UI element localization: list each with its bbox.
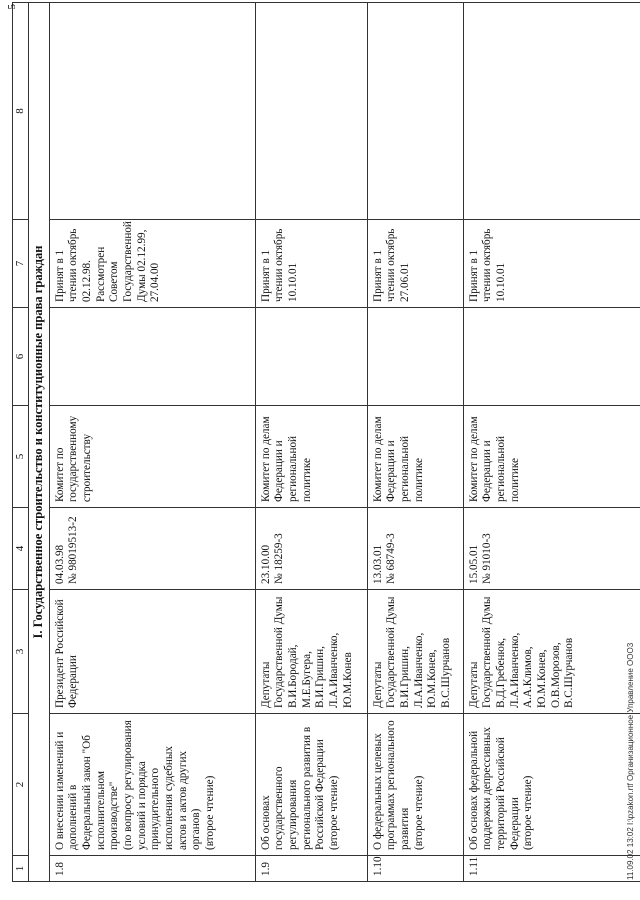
table-row (367, 3, 463, 882)
row-number: 1.10 (367, 856, 463, 882)
column-number-header-row (13, 3, 29, 882)
row-number: 1.8 (49, 856, 255, 882)
column-6-cell (367, 308, 463, 406)
row-number: 1.11 (463, 856, 640, 882)
column-number: 8 (13, 3, 29, 220)
bill-status: Принят в 1 чтении октябрь 10.10.01 (255, 220, 367, 308)
bill-initiator: Депутаты Государственной Думы В.Д.Гребенюк, Л.А.Иванченко, А.А.Климов, Ю.М.Конев, О.В.Морозов, В.С.Шурчанов (463, 590, 640, 714)
column-number: 2 (13, 714, 29, 856)
responsible-committee: Комитет по делам Федерации и региональной политике (367, 406, 463, 508)
responsible-committee: Комитет по государственному строительству (49, 406, 255, 508)
column-number: 4 (13, 508, 29, 590)
column-number: 1 (13, 856, 29, 882)
bill-title: О федеральных целевых программах регионального развития (второе чтение) (367, 714, 463, 856)
column-number: 3 (13, 590, 29, 714)
bill-initiator: Президент Российской Федерации (49, 590, 255, 714)
column-number: 6 (13, 308, 29, 406)
bill-initiator: Депутаты Государственной Думы В.И.Бородай, М.Е.Бугера, В.И.Гришин, Л.А.Иванченко, Ю.М.Конев (255, 590, 367, 714)
column-6-cell (255, 308, 367, 406)
footer-text: 11.09.02 13:02 I:\pzakon.rtf Организационное Управление ООО3 (626, 642, 635, 880)
column-6-cell (49, 308, 255, 406)
section-title: I. Государственное строительство и конституционные права граждан (29, 3, 49, 882)
page-number: 5 (6, 4, 18, 10)
bill-registration: 04.03.98 № 98019513-2 (49, 508, 255, 590)
column-number: 5 (13, 406, 29, 508)
bills-table (12, 2, 640, 882)
bill-initiator: Депутаты Государственной Думы В.И.Гришин, Л.А.Иванченко, Ю.М.Конев, В.С.Шурчанов (367, 590, 463, 714)
column-8-cell (463, 3, 640, 220)
bill-registration: 23.10.00 № 18259-3 (255, 508, 367, 590)
bill-status: Принят в 1 чтении октябрь 27.06.01 (367, 220, 463, 308)
column-number: 7 (13, 220, 29, 308)
bill-title: Об основах федеральной поддержки депрессивных территорий Российской Федерации (второе чтение) (463, 714, 640, 856)
responsible-committee: Комитет по делам Федерации и региональной политике (463, 406, 640, 508)
row-number: 1.9 (255, 856, 367, 882)
column-8-cell (255, 3, 367, 220)
table-row (463, 3, 640, 882)
responsible-committee: Комитет по делам Федерации и региональной политике (255, 406, 367, 508)
bill-registration: 13.03.01 № 68749-3 (367, 508, 463, 590)
column-6-cell (463, 308, 640, 406)
table-row (49, 3, 255, 882)
bill-title: Об основах государственного регулирования регионального развития в Российской Федерации (второе чтение) (255, 714, 367, 856)
bill-status: Принят в 1 чтении октябрь 02.12.98. Рассмотрен Советом Государственной Думы 02.12.99, 27.04.00 (49, 220, 255, 308)
column-8-cell (49, 3, 255, 220)
bill-status: Принят в 1 чтении октябрь 10.10.01 (463, 220, 640, 308)
bill-title: О внесении изменений и дополнений в Федеральный закон "Об исполнительном производстве" (по вопросу регулирования условий и порядка принудительного исполнения судебных актов и актов других органов) (второе чтение) (49, 714, 255, 856)
section-row (29, 3, 49, 882)
table-row (255, 3, 367, 882)
bill-registration: 15.05.01 № 91010-3 (463, 508, 640, 590)
column-8-cell (367, 3, 463, 220)
